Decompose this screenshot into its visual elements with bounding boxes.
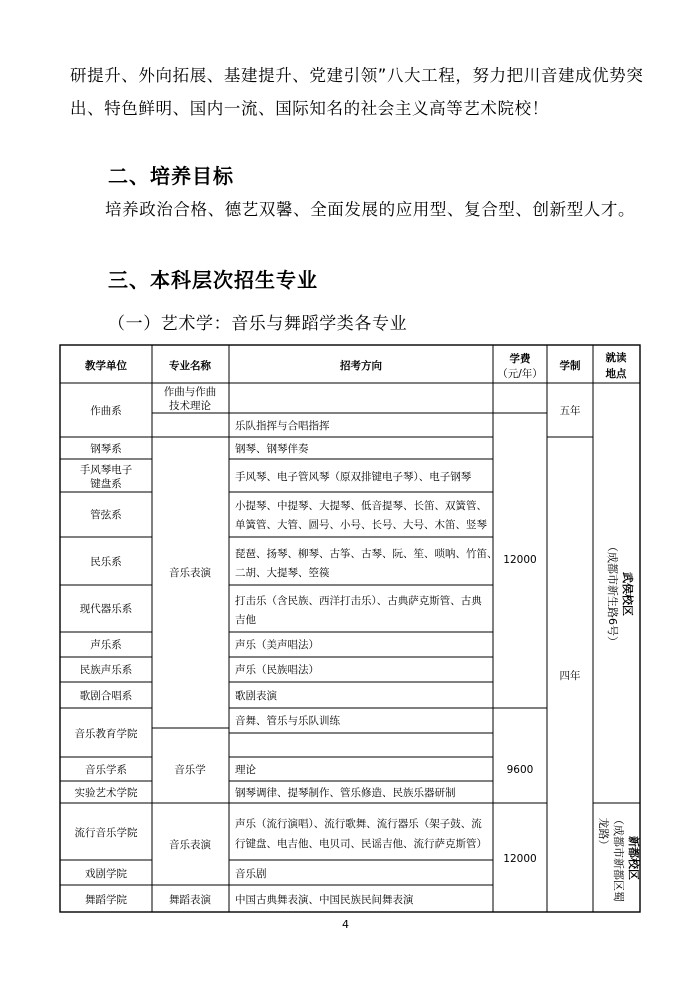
unit-musicology: 音乐学系 xyxy=(85,764,127,776)
unit-piano: 钢琴系 xyxy=(90,443,122,455)
header-campus-2: 地点 xyxy=(605,368,627,380)
section-title-goals: 二、培养目标 xyxy=(108,164,234,188)
unit-orchestral: 管弦系 xyxy=(90,509,122,521)
direction-pop-1: 声乐（流行演唱）、流行歌舞、流行器乐（架子鼓、流 xyxy=(235,818,482,830)
direction-instrument-making: 钢琴调律、提琴制作、管乐修造、民族乐器研制 xyxy=(235,787,456,799)
header-length: 学制 xyxy=(559,360,581,372)
fee-9600: 9600 xyxy=(506,764,534,776)
unit-composition: 作曲系 xyxy=(90,405,122,417)
unit-accordion-2: 键盘系 xyxy=(90,478,122,490)
length-four-years: 四年 xyxy=(559,670,581,682)
campus-wuhou-address: （成都市新生路6号） xyxy=(606,541,619,647)
direction-pop-2: 行键盘、电吉他、电贝司、民谣吉他、流行萨克斯管） xyxy=(235,838,487,850)
direction-orchestral-1: 小提琴、中提琴、大提琴、低音提琴、长笛、双簧管、 xyxy=(235,500,487,512)
major-composition-1: 作曲与作曲 xyxy=(163,386,217,398)
header-fee-unit: （元/年） xyxy=(497,368,543,380)
unit-chinese-instruments: 民乐系 xyxy=(90,556,122,568)
major-music-performance-pop: 音乐表演 xyxy=(169,839,211,851)
unit-opera-chorus: 歌剧合唱系 xyxy=(79,690,133,702)
length-five-years: 五年 xyxy=(559,405,581,417)
unit-drama: 戏剧学院 xyxy=(85,868,127,880)
direction-orchestral-2: 单簧管、大管、圆号、小号、长号、大号、木笛、竖琴 xyxy=(235,519,487,531)
campus-xindu-name: 新都校区 xyxy=(627,836,640,880)
major-composition-2: 技术理论 xyxy=(169,400,211,412)
unit-accordion-1: 手风琴电子 xyxy=(79,464,133,476)
unit-music-education: 音乐教育学院 xyxy=(74,728,138,740)
campus-xindu-address-1: （成都市新都区蜀 xyxy=(612,814,625,902)
direction-conducting: 乐队指挥与合唱指挥 xyxy=(235,420,330,432)
direction-folk-vocal: 声乐（民族唱法） xyxy=(235,664,319,676)
campus-xindu-address-2: 龙路） xyxy=(597,817,610,851)
intro-line-1: 研提升、外向拓展、基建提升、党建引领”八大工程，努力把川音建成优势突 xyxy=(70,66,644,85)
header-campus-1: 就读 xyxy=(605,352,627,364)
direction-theory: 理论 xyxy=(235,764,256,776)
campus-wuhou-name: 武侯校区 xyxy=(621,572,634,616)
direction-percussion-1: 打击乐（含民族、西洋打击乐）、古典萨克斯管、古典 xyxy=(235,595,482,607)
header-major: 专业名称 xyxy=(169,360,211,372)
fee-12000-a: 12000 xyxy=(503,554,537,566)
direction-accordion: 手风琴、电子管风琴（原双排键电子琴）、电子钢琴 xyxy=(235,471,472,483)
intro-line-2: 出、特色鲜明、国内一流、国际知名的社会主义高等艺术院校！ xyxy=(70,99,549,118)
unit-pop-music: 流行音乐学院 xyxy=(74,827,138,839)
goals-body: 培养政治合格、德艺双馨、全面发展的应用型、复合型、创新型人才。 xyxy=(105,200,636,219)
direction-piano: 钢琴、钢琴伴奏 xyxy=(235,443,309,455)
unit-dance: 舞蹈学院 xyxy=(85,894,127,906)
direction-opera: 歌剧表演 xyxy=(235,690,277,702)
page-number: 4 xyxy=(342,918,349,931)
subsection-title-music-dance: （一）艺术学：音乐与舞蹈学类各专业 xyxy=(108,314,408,334)
header-unit: 教学单位 xyxy=(85,360,127,372)
header-direction: 招考方向 xyxy=(340,360,382,372)
direction-dance: 中国古典舞表演、中国民族民间舞表演 xyxy=(235,894,414,906)
major-dance-performance: 舞蹈表演 xyxy=(169,894,211,906)
header-fee: 学费 xyxy=(509,353,531,365)
direction-chinese-1: 琵琶、扬琴、柳琴、古筝、古琴、阮、笙、唢呐、竹笛、 xyxy=(235,548,498,560)
direction-chinese-2: 二胡、大提琴、箜篌 xyxy=(235,567,330,579)
direction-bel-canto: 声乐（美声唱法） xyxy=(235,639,319,651)
major-music-performance: 音乐表演 xyxy=(169,567,211,579)
unit-modern-instruments: 现代器乐系 xyxy=(79,603,133,615)
major-musicology: 音乐学 xyxy=(174,764,206,776)
direction-music-education: 音舞、管乐与乐队训练 xyxy=(235,715,340,727)
unit-vocal: 声乐系 xyxy=(90,639,122,651)
section-title-majors: 三、本科层次招生专业 xyxy=(108,268,318,292)
unit-experimental-arts: 实验艺术学院 xyxy=(74,787,138,799)
direction-percussion-2: 吉他 xyxy=(235,614,256,626)
direction-musical: 音乐剧 xyxy=(235,868,267,880)
fee-12000-b: 12000 xyxy=(503,853,537,865)
unit-folk-vocal: 民族声乐系 xyxy=(79,664,133,676)
